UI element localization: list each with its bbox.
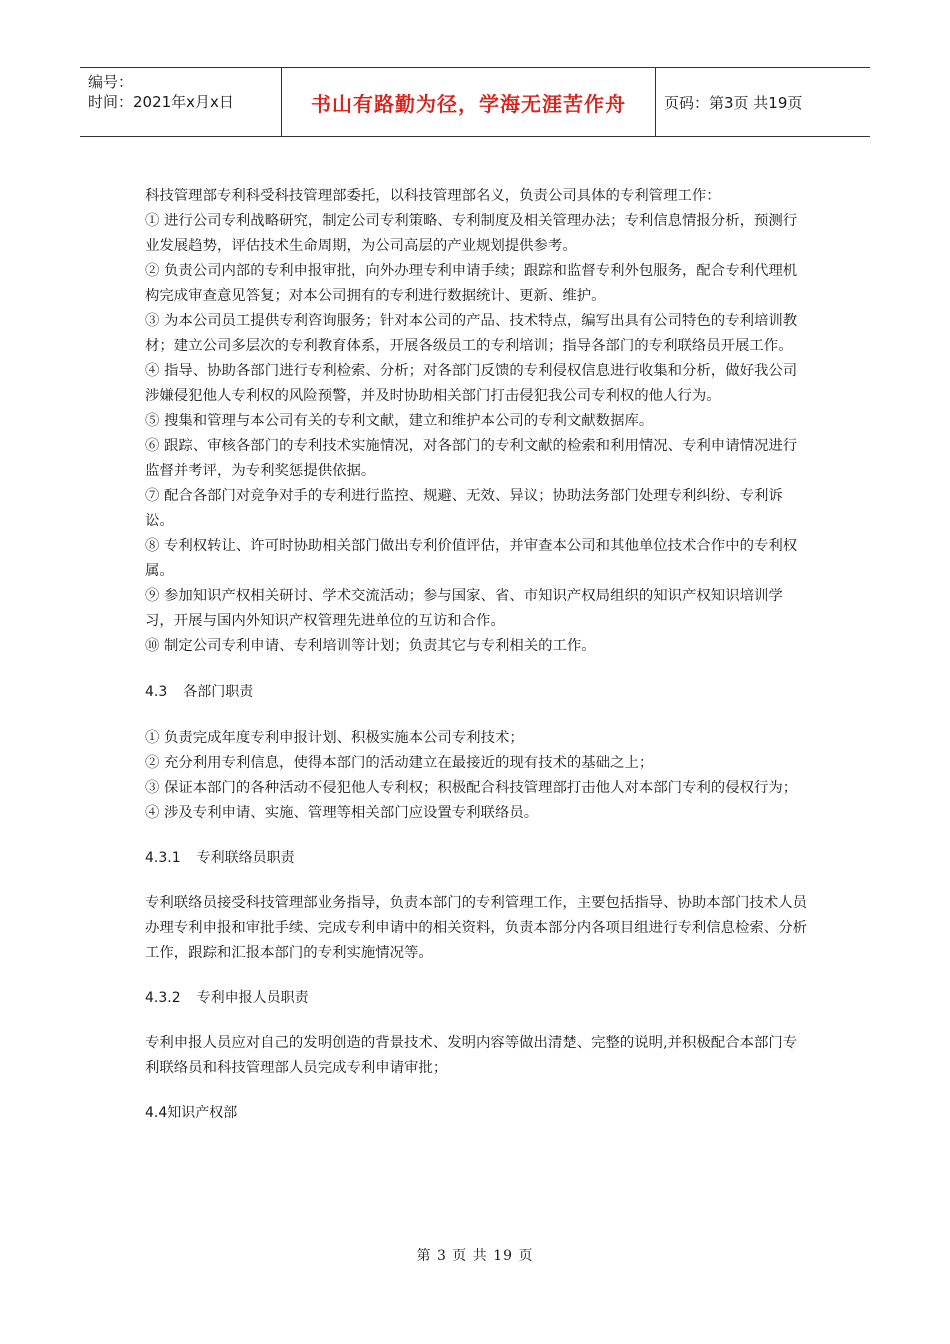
liaison-paragraph: 专利联络员接受科技管理部业务指导，负责本部门的专利管理工作，主要包括指导、协助本部门技术人员办理专利申报和审批手续、完成专利申请中的相关资料，负责本部分内各项目组进行专利信息检索、分析工作，跟踪和汇报本部门的专利实施情况等。 [145,895,807,961]
intro-paragraph: 科技管理部专利科受科技管理部委托，以科技管理部名义，负责公司具体的专利管理工作： [145,188,721,204]
document-body [145,184,810,1126]
duty-item-10: ⑩ 制定公司专利申请、专利培训等计划；负责其它与专利相关的工作。 [145,638,596,654]
duty-item-7: ⑦ 配合各部门对竞争对手的专利进行监控、规避、无效、异议；协助法务部门处理专利纠纷、专利诉讼。 [145,488,783,529]
section-number: 4.4 [145,1105,168,1121]
section-number: 4.3.1 [145,850,181,866]
duty-item-8: ⑧ 专利权转让、许可时协助相关部门做出专利价值评估，并审查本公司和其他单位技术合作中的专利权属。 [145,538,798,579]
section-title: 专利联络员职责 [196,850,295,866]
duty-item-5: ⑤ 搜集和管理与本公司有关的专利文献，建立和维护本公司的专利文献数据库。 [145,413,654,429]
page-header [80,67,870,137]
page-footer: 第 3 页 共 19 页 [416,1248,534,1264]
duty-item-9: ⑨ 参加知识产权相关研讨、学术交流活动；参与国家、省、市知识产权局组织的知识产权知识培训学习，开展与国内外知识产权管理先进单位的互访和合作。 [145,588,783,629]
dept-item-4: ④ 涉及专利申请、实施、管理等相关部门应设置专利联络员。 [145,805,539,821]
section-title: 各部门职责 [183,684,254,700]
section-heading-4-3 [145,680,810,705]
dept-item-3: ③ 保证本部门的各种活动不侵犯他人专利权；积极配合科技管理部打击他人对本部门专利的侵权行为； [145,780,798,796]
section-number: 4.3.2 [145,990,181,1006]
document-number: 编号： [88,73,134,91]
duty-item-2: ② 负责公司内部的专利申报审批，向外办理专利申请手续；跟踪和监督专利外包服务，配合专利代理机构完成审查意见答复；对本公司拥有的专利进行数据统计、更新、维护。 [145,263,798,304]
header-meta [80,68,282,136]
duty-item-6: ⑥ 跟踪、审核各部门的专利技术实施情况，对各部门的专利文献的检索和利用情况、专利申请情况进行监督并考评，为专利奖惩提供依据。 [145,438,798,479]
header-page-info: 页码：第3页 共19页 [664,93,803,112]
section-heading-4-3-2 [145,986,810,1011]
header-motto: 书山有路勤为径，学海无涯苦作舟 [282,68,656,136]
applicant-paragraph: 专利申报人员应对自己的发明创造的背景技术、发明内容等做出清楚、完整的说明,并积极配合本部门专利联络员和科技管理部人员完成专利申请审批； [145,1035,798,1076]
dept-item-2: ② 充分利用专利信息，使得本部门的活动建立在最接近的现有技术的基础之上； [145,755,654,771]
duty-item-3: ③ 为本公司员工提供专利咨询服务；针对本公司的产品、技术特点，编写出具有公司特色的专利培训教材；建立公司多层次的专利教育体系，开展各级员工的专利培训；指导各部门的专利联络员开展工作。 [145,313,798,354]
section-number: 4.3 [145,684,168,700]
dept-item-1: ① 负责完成年度专利申报计划、积极实施本公司专利技术； [145,730,524,746]
duty-item-4: ④ 指导、协助各部门进行专利检索、分析；对各部门反馈的专利侵权信息进行收集和分析，做好我公司涉嫌侵犯他人专利权的风险预警，并及时协助相关部门打击侵犯我公司专利权的他人行为。 [145,363,798,404]
section-title: 专利申报人员职责 [196,990,309,1006]
section-heading-4-4 [145,1101,810,1126]
section-heading-4-3-1 [145,846,810,871]
document-time: 时间：2021年x月x日 [88,93,234,111]
section-title: 知识产权部 [167,1105,238,1121]
duty-item-1: ① 进行公司专利战略研究，制定公司专利策略、专利制度及相关管理办法；专利信息情报分析，预测行业发展趋势，评估技术生命周期，为公司高层的产业规划提供参考。 [145,213,798,254]
